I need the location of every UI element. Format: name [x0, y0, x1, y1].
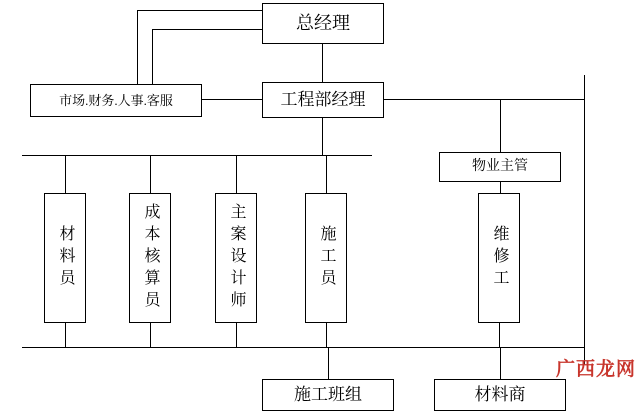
connector-eng-right-drop — [584, 75, 585, 365]
connector-supplier-up — [500, 347, 501, 379]
connector-bottom-design — [236, 323, 237, 347]
node-material — [44, 193, 86, 323]
node-label-depts: 市场.财务.人事.客服 — [59, 92, 173, 108]
connector-bottom-cost — [150, 323, 151, 347]
connector-gm-left-stub — [152, 29, 262, 30]
node-label-crew: 施工班组 — [294, 384, 362, 404]
node-label-construct: 施工员 — [318, 225, 335, 291]
connector-eng-right-bus — [384, 99, 584, 100]
connector-bottom-repair — [499, 323, 500, 347]
connector-prop-down — [500, 182, 501, 193]
watermark — [556, 354, 636, 381]
connector-branch-design — [236, 155, 237, 193]
node-construct — [305, 193, 347, 323]
node-label-designer: 主案设计师 — [228, 203, 245, 313]
node-crew — [262, 379, 394, 411]
connector-prop-drop — [500, 99, 501, 152]
node-designer — [215, 193, 257, 323]
node-label-costacc: 成本核算员 — [142, 203, 159, 313]
node-propsup — [439, 152, 561, 182]
node-label-propsup: 物业主管 — [472, 158, 528, 174]
connector-crew-up — [328, 347, 329, 379]
node-depts — [30, 84, 202, 117]
node-label-supplier: 材料商 — [474, 384, 526, 404]
connector-bottom-construct — [326, 323, 327, 347]
connector-gm-left-bus — [137, 10, 262, 11]
connector-eng-down — [322, 118, 323, 155]
connector-dept-to-eng — [202, 99, 262, 100]
connector-branch-cost — [150, 155, 151, 193]
connector-bottom-material — [65, 323, 66, 347]
node-engmgr — [262, 82, 384, 118]
node-label-engmgr: 工程部经理 — [280, 89, 366, 109]
connector-branch-construct — [326, 155, 327, 193]
node-label-repair: 维修工 — [491, 225, 508, 291]
connector-branch-material — [65, 155, 66, 193]
connector-gm-down-stub — [322, 44, 323, 82]
watermark-text: 广西龙网 — [555, 359, 636, 380]
connector-main-bus — [22, 155, 372, 156]
node-label-material: 材料员 — [57, 225, 74, 291]
node-label-gm: 总经理 — [296, 12, 350, 33]
node-costacc — [129, 193, 171, 323]
node-repair — [478, 193, 520, 323]
node-supplier — [434, 379, 566, 411]
node-gm — [262, 3, 384, 44]
